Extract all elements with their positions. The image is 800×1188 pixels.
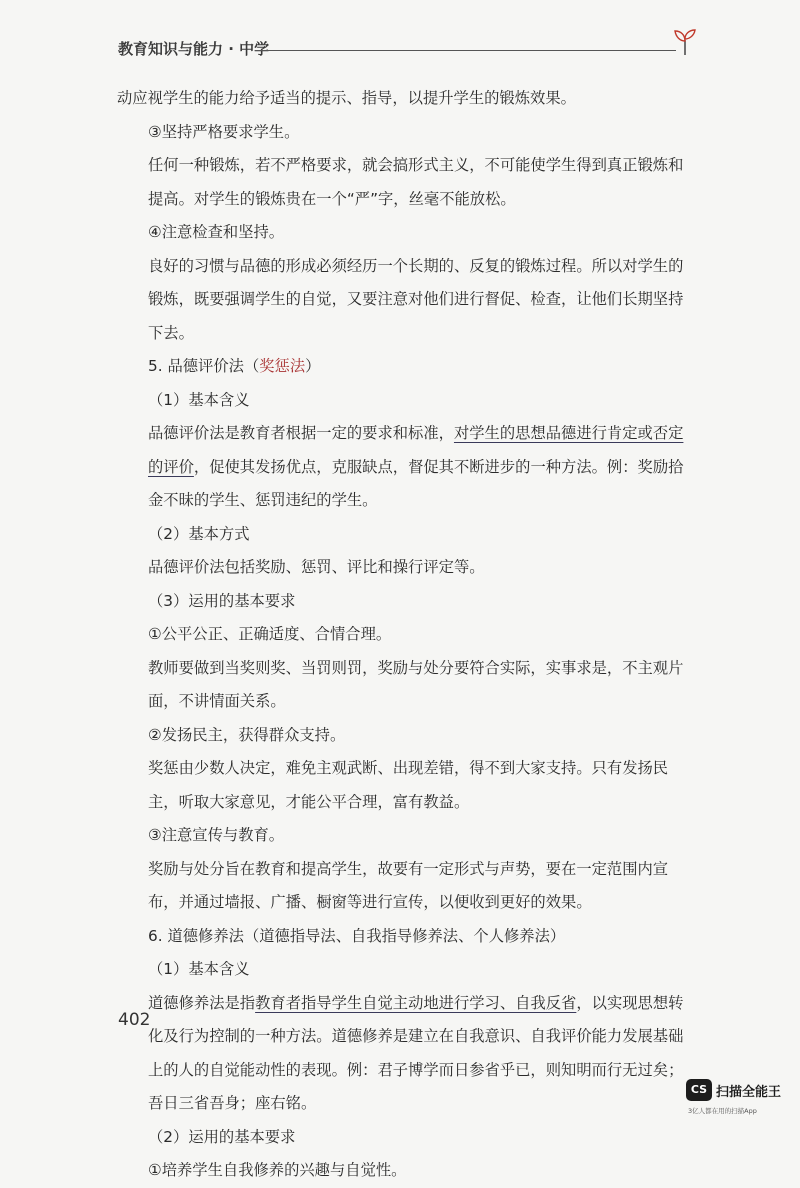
subsection-heading: （2）运用的基本要求 bbox=[148, 1127, 296, 1146]
page-number: 402 bbox=[118, 1010, 151, 1030]
page-body bbox=[117, 82, 695, 1188]
paragraph: 奖励与处分旨在教育和提高学生，故要有一定形式与声势，要在一定范围内宣布，并通过墙报、广播、橱窗等进行宣传，以便收到更好的效果。 bbox=[148, 859, 669, 911]
scanner-app-name: 扫描全能王 bbox=[716, 1085, 782, 1100]
requirement-heading: ④注意检查和坚持。 bbox=[148, 223, 285, 241]
paragraph: 良好的习惯与品德的形成必须经历一个长期的、反复的锻炼过程。所以对学生的锻炼，既要强调学生的自觉，又要注意对他们进行督促、检查，让他们长期坚持下去。 bbox=[148, 256, 684, 342]
subsection-heading: （1）基本含义 bbox=[148, 960, 250, 978]
section-title-6: 6. 道德修养法（道德指导法、自我指导修养法、个人修养法） bbox=[148, 926, 566, 945]
section-title-5: 5. 品德评价法（奖惩法） bbox=[148, 357, 321, 375]
header-rule bbox=[255, 50, 676, 51]
paragraph: 教师要做到当奖则奖、当罚则罚，奖励与处分要符合实际，实事求是，不主观片面，不讲情面关系。 bbox=[148, 658, 684, 710]
subsection-heading: （3）运用的基本要求 bbox=[148, 591, 296, 610]
sprout-icon bbox=[672, 28, 698, 56]
requirement-heading: ③坚持严格要求学生。 bbox=[148, 122, 300, 141]
subsection-heading: （1）基本含义 bbox=[148, 390, 250, 409]
paragraph: 任何一种锻炼，若不严格要求，就会搞形式主义，不可能使学生得到真正锻炼和提高。对学生的锻炼贵在一个“严”字，丝毫不能放松。 bbox=[148, 156, 684, 208]
paragraph: 动应视学生的能力给予适当的提示、指导，以提升学生的锻炼效果。 bbox=[117, 89, 576, 107]
paragraph: 品德评价法包括奖励、惩罚、评比和操行评定等。 bbox=[148, 558, 485, 576]
subsection-heading: （2）基本方式 bbox=[148, 524, 250, 543]
header-title: 教育知识与能力 · 中学 bbox=[118, 40, 270, 58]
running-header bbox=[118, 34, 698, 64]
paragraph: 奖惩由少数人决定，难免主观武断、出现差错，得不到大家支持。只有发扬民主，听取大家意见，才能公平合理，富有教益。 bbox=[148, 759, 669, 811]
scanner-watermark bbox=[686, 1079, 796, 1119]
requirement-heading: ②发扬民主，获得群众支持。 bbox=[148, 725, 346, 744]
requirement-heading: ①公平公正、正确适度、合情合理。 bbox=[148, 625, 392, 643]
paragraph: 道德修养法是指教育者指导学生自觉主动地进行学习、自我反省，以实现思想转化及行为控制的一种方法。道德修养是建立在自我意识、自我评价能力发展基础上的人的自觉能动性的表现。例：君子博学而日参省乎已，则知明而行无过矣；吾日三省吾身；座右铭。 bbox=[148, 993, 684, 1112]
underlined-phrase: 对学生的思想品德进行肯定或否定的评价 bbox=[148, 424, 684, 476]
requirement-heading: ③注意宣传与教育。 bbox=[148, 826, 285, 844]
scanner-tagline: 3亿人都在用的扫描App bbox=[688, 1107, 757, 1115]
camscanner-logo-icon: CS bbox=[686, 1079, 712, 1101]
underlined-phrase: 教育者指导学生自觉主动地进行学习、自我反省 bbox=[255, 993, 577, 1012]
paragraph: 品德评价法是教育者根据一定的要求和标准，对学生的思想品德进行肯定或否定的评价，促使其发扬优点，克服缺点，督促其不断进步的一种方法。例：奖励拾金不昧的学生、惩罚违纪的学生。 bbox=[148, 424, 684, 509]
requirement-heading: ①培养学生自我修养的兴趣与自觉性。 bbox=[148, 1161, 407, 1179]
